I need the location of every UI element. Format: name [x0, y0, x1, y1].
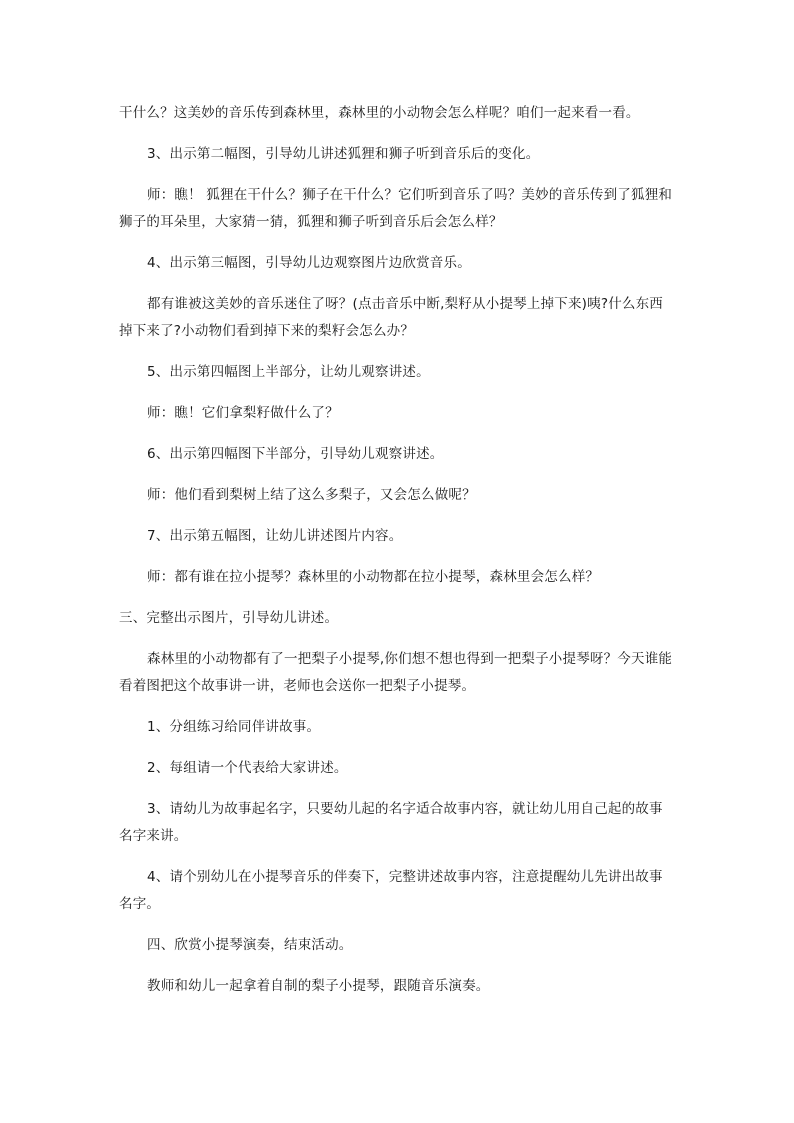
- section-4-heading: 四、欣赏小提琴演奏，结束活动。: [147, 937, 353, 953]
- item-1-group-practice: 1、分组练习给同伴讲故事。: [147, 719, 321, 735]
- paragraph-pear-seed-falls: 都有谁被这美妙的音乐迷住了呀？(点击音乐中断,梨籽从小提琴上掉下来)咦?什么东西掉下来了?小动物们看到掉下来的梨籽会怎么办？: [119, 296, 663, 339]
- teacher-line-pear-tree: 师：他们看到梨树上结了这么多梨子，又会怎么做呢？: [147, 487, 476, 503]
- paragraph-tell-story: 森林里的小动物都有了一把梨子小提琴,你们想不想也得到一把梨子小提琴呀？今天谁能看着图把这个故事讲一讲，老师也会送你一把梨子小提琴。: [119, 651, 673, 694]
- item-3-name-story: 3、请幼儿为故事起名字，只要幼儿起的名字适合故事内容，就让幼儿用自己起的故事名字来讲。: [119, 801, 663, 844]
- step-6-fourth-picture-bottom: 6、出示第四幅图下半部分，引导幼儿观察讲述。: [147, 446, 444, 462]
- step-3-show-second-picture: 3、出示第二幅图，引导幼儿讲述狐狸和狮子听到音乐后的变化。: [147, 146, 540, 162]
- paragraph-continuation: 干什么？这美妙的音乐传到森林里，森林里的小动物会怎么样呢？咱们一起来看一看。: [119, 105, 640, 121]
- step-5-fourth-picture-top: 5、出示第四幅图上半部分，让幼儿观察讲述。: [147, 364, 430, 380]
- document-body: [119, 100, 675, 1000]
- item-4-individual-telling: 4、请个别幼儿在小提琴音乐的伴奏下，完整讲述故事内容，注意提醒幼儿先讲出故事名字。: [119, 869, 663, 912]
- teacher-line-fox-lion: 师：瞧！ 狐狸在干什么？狮子在干什么？它们听到音乐了吗？美妙的音乐传到了狐狸和狮子的耳朵里，大家猜一猜，狐狸和狮子听到音乐后会怎么样？: [119, 187, 673, 230]
- step-4-show-third-picture: 4、出示第三幅图，引导幼儿边观察图片边欣赏音乐。: [147, 255, 471, 271]
- item-2-representative: 2、每组请一个代表给大家讲述。: [147, 760, 348, 776]
- paragraph-closing-performance: 教师和幼儿一起拿着自制的梨子小提琴，跟随音乐演奏。: [147, 978, 490, 994]
- teacher-line-pear-seed: 师：瞧！它们拿梨籽做什么了？: [147, 405, 339, 421]
- teacher-line-violin-forest: 师：都有谁在拉小提琴？森林里的小动物都在拉小提琴，森林里会怎么样？: [147, 569, 600, 585]
- section-3-heading: 三、完整出示图片，引导幼儿讲述。: [119, 610, 339, 626]
- step-7-fifth-picture: 7、出示第五幅图，让幼儿讲述图片内容。: [147, 528, 403, 544]
